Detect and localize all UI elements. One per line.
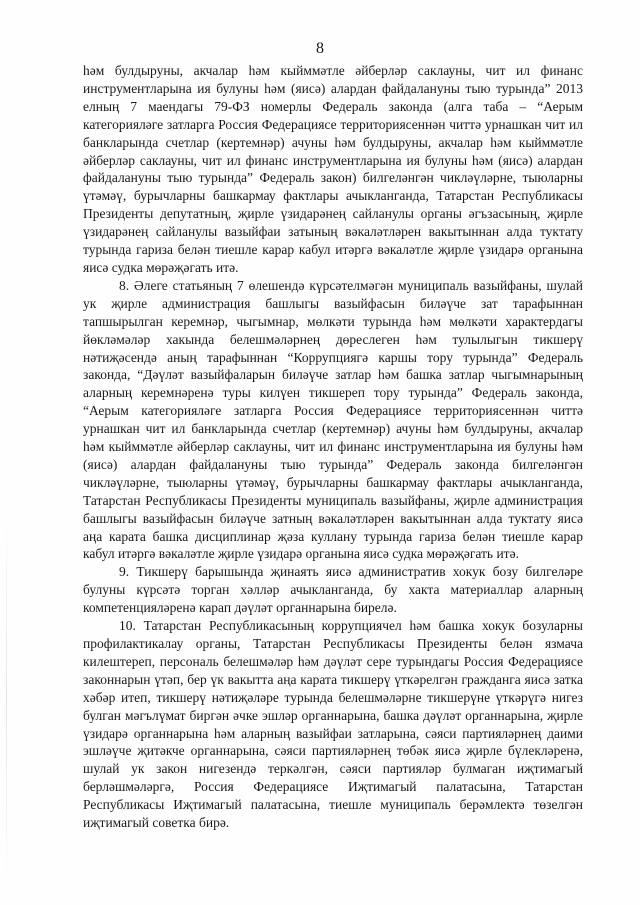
paragraph-continuation: һәм булдыруны, акчалар һәм кыйммәтле әйберләр саклауны, чит ил финанс инструментларына ия булуны һәм (яисә) алардан файдалануны тыю турында” 2013 елның 7 маендагы 79-ФЗ номерлы Федераль законда (алга таба – “Аерым категорияләге затларга Россия Федерациясе территориясеннән читтә урнашкан чит ил банкларында счетлар (кертемнәр) ачуны һәм булдыруны, акчалар һәм кыйммәтле әйберләр саклауны, чит ил финанс инструментларына ия булуны һәм (яисә) алардан файдалануны тыю турында” Федераль закон) билгеләнгән чикләүләрне, тыюларны үтәмәү, бурычларны башкармау фактлары ачыкланганда, Татарстан Республикасы Президенты депутатның, җирле үзидарәнең сайланулы органы әгъзасының, җирле үзидарәнең сайланулы вазыйфаи затының вәкаләтләрен вакытыннан алда туктату турында гариза белән тиешле карар кабул итәргә вәкаләтле җирле үзидарә органына яисә судка мөрәҗәгать итә. [83, 63, 583, 275]
paragraph-item-8: 8. Әлеге статьяның 7 өлешендә күрсәтелмәгән муниципаль вазыйфаны, шулай ук җирле администрация башлыгы вазыйфасын биләүче зат тарафыннан тапшырылган керемнәр, чыгымнар, мөлкәти турында һәм мөлкәти характердагы йөкләмәләр хакында белешмәләрнең дөреслеген һәм тулылыгын тикшерү нәтиҗәсендә аның тарафыннан “Коррупциягә каршы тору турында” Федераль законда, “Дәүләт вазыйфаларын биләүче затлар һәм башка затлар чыгымнарының аларның керемнәренә туры килүен тикшереп тору турында” Федераль законда, “Аерым категорияләге затларга Россия Федерациясе территориясеннән читтә урнашкан чит ил банкларында счетлар (кертемнәр) ачуны һәм булдыруны, акчалар һәм кыйммәтле әйберләр саклауны, чит ил финанс инструментларына ия булуны һәм (яисә) алардан файдалануны тыю турында” Федераль законда билгеләнгән чикләүләрне, тыюларны үтәмәү, бурычларны башкармау фактлары ачыкланганда, Татарстан Республикасы Президенты муниципаль вазыйфаны, җирле администрация башлыгы вазыйфасын биләүче затның вәкаләтләрен вакытыннан алда туктату яисә аңа карата башка дисциплинар җәза куллану турында гариза белән тиешле карар кабул итәргә вәкаләтле җирле үзидарә органына яисә судка мөрәҗәгать итә. [83, 277, 583, 562]
paragraph-item-9: 9. Тикшерү барышында җинаять яисә административ хокук бозу билгеләре булуны күрсәтә торган хәлләр ачыкланганда, бу хакта материаллар аларның компетенцияләренә карап дәүләт органнарына бирелә. [83, 564, 583, 616]
paragraph-item-10: 10. Татарстан Республикасының коррупциячел һәм башка хокук бозуларны профилактикалау органы, Татарстан Республикасы Президенты белән язмача килештереп, персональ белешмәләр һәм дәүләт сере турындагы Россия Федерациясе законнарын үтәп, бер үк вакытта аңа карата тикшерү үткәрелгән гражданга яисә затка хәбәр итеп, тикшерү нәтиҗәләре турында белешмәләрне тикшерүне үткәрүгә нигез булган мәгълүмат биргән әчке эшләр органнарына, башка дәүләт органнарына, җирле үзидарә органнарына һәм аларның вазыйфаи затларына, сәяси партияләрнең даими эшләүче җитәкче органнарына, сәяси партияләрнең төбәк яисә җирле бүлекләренә, шулай ук закон нигезендә теркәлгән, сәяси партияләр булмаган иҗтимагый берләшмәләргә, Россия Федерациясе Иҗтимагый палатасына, Татарстан Республикасы Иҗтимагый палатасына, тиешле муниципаль берәмлектә төзелгән иҗтимагый советка бирә. [83, 618, 583, 831]
scan-edge-mark [6, 500, 7, 900]
page-number: 8 [316, 40, 324, 57]
document-body [83, 62, 583, 832]
